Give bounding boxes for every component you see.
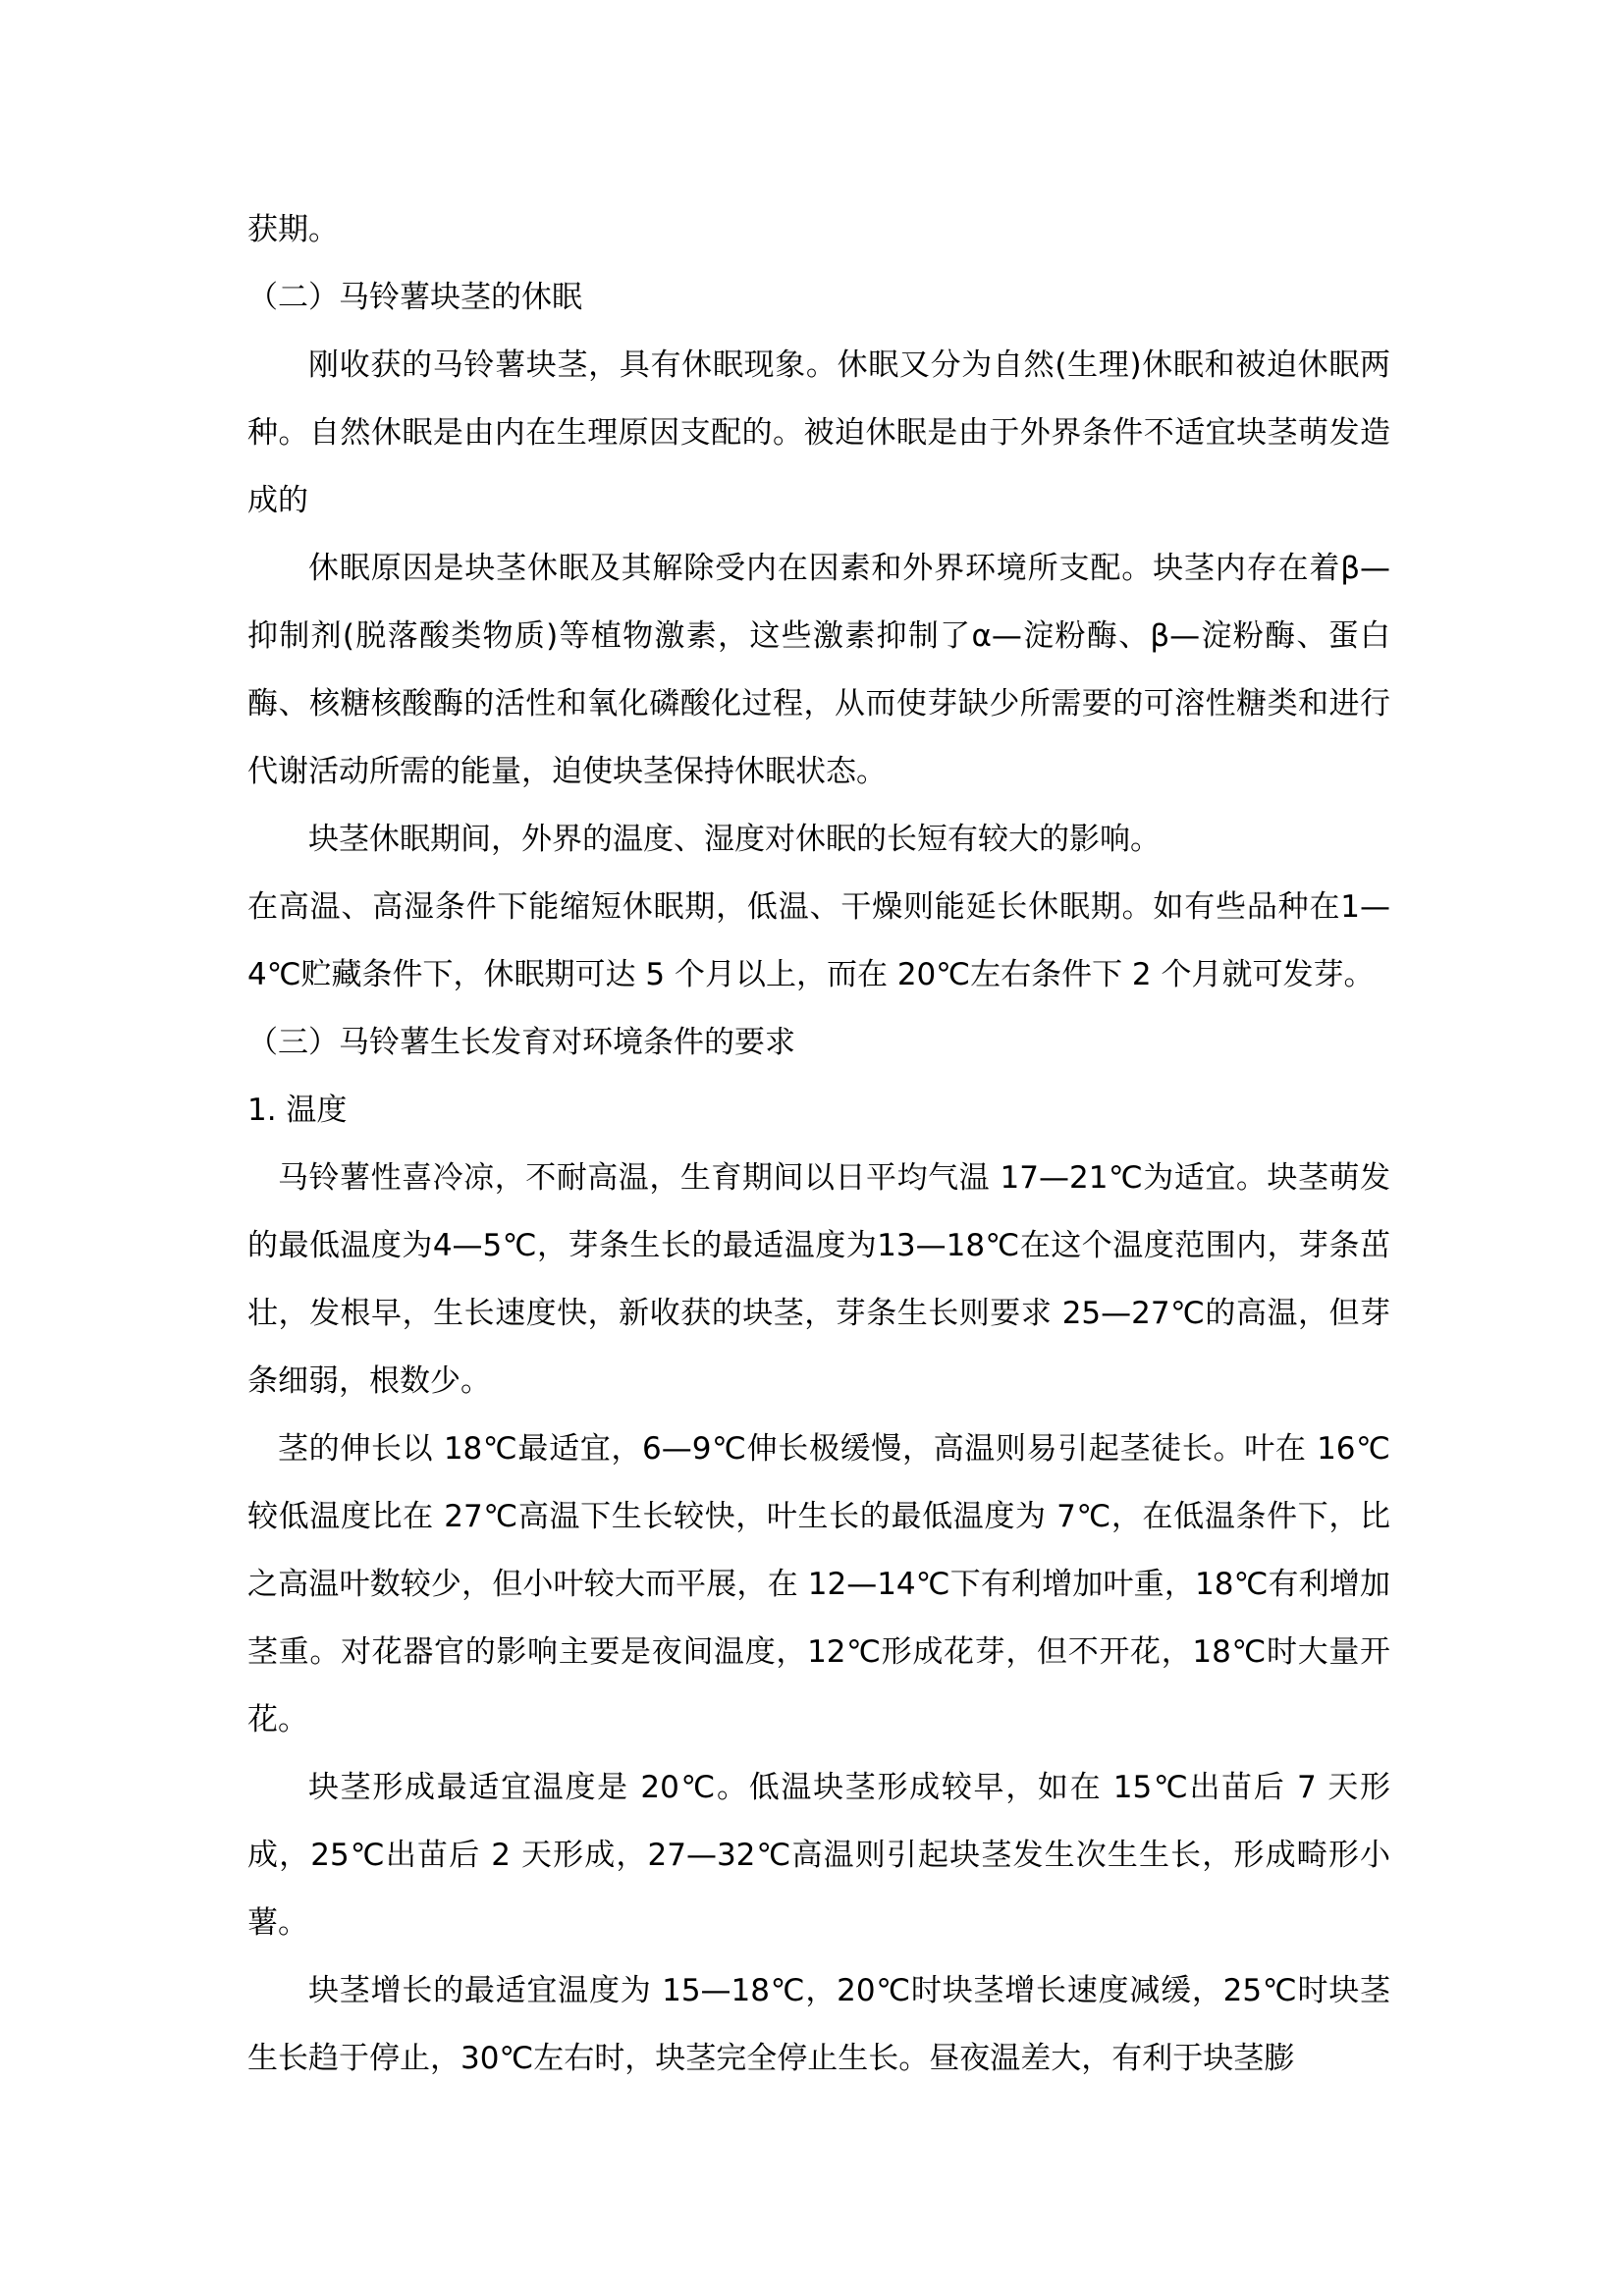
paragraph-dormancy-temperature: 在高温、高湿条件下能缩短休眠期，低温、干燥则能延长休眠期。如有些品种在1—4℃贮藏条件下，休眠期可达 5 个月以上，而在 20℃左右条件下 2 个月就可发芽。: [247, 889, 1390, 992]
paragraph-dormancy-types: 刚收获的马铃薯块茎，具有休眠现象。休眠又分为自然(生理)休眠和被迫休眠两种。自然休眠是由内在生理原因支配的。被迫休眠是由于外界条件不适宜块茎萌发造成的: [247, 347, 1390, 518]
paragraph-stem-leaf-temperature: 茎的伸长以 18℃最适宜，6—9℃伸长极缓慢，高温则易引起茎徒长。叶在 16℃较低温度比在 27℃高温下生长较快，叶生长的最低温度为 7℃，在低温条件下，比之高温叶数较少，但小叶较大而平展，在 12—14℃下有利增加叶重，18℃有利增加茎重。对花器官的影响主要是夜间温度，12℃形成花芽，但不开花，18℃时大量开花。: [247, 1431, 1390, 1737]
paragraph-harvest-period-end: 获期。: [247, 212, 339, 247]
paragraph-tuber-formation: 块茎形成最适宜温度是 20℃。低温块茎形成较早，如在 15℃出苗后 7 天形成，25℃出苗后 2 天形成，27—32℃高温则引起块茎发生次生生长，形成畸形小薯。: [247, 1770, 1390, 1941]
paragraph-temperature-sprouting: 马铃薯性喜冷凉，不耐高温，生育期间以日平均气温 17—21℃为适宜。块茎萌发的最低温度为4—5℃，芽条生长的最适温度为13—18℃在这个温度范围内，芽条茁壮，发根早，生长速度快，新收获的块茎，芽条生长则要求 25—27℃的高温，但芽条细弱，根数少。: [247, 1160, 1390, 1399]
document-page: [247, 196, 1390, 2093]
paragraph-dormancy-causes: 休眠原因是块茎休眠及其解除受内在因素和外界环境所支配。块茎内存在着β—抑制剂(脱落酸类物质)等植物激素，这些激素抑制了α—淀粉酶、β—淀粉酶、蛋白酶、核糖核酸酶的活性和氧化磷酸化过程，从而使芽缺少所需要的可溶性糖类和进行代谢活动所需的能量，迫使块茎保持休眠状态。: [247, 551, 1390, 789]
section-heading-environment-requirements: （三）马铃薯生长发育对环境条件的要求: [247, 1025, 795, 1060]
paragraph-dormancy-environment: 块茎休眠期间，外界的温度、湿度对休眠的长短有较大的影响。: [308, 822, 1161, 857]
section-heading-dormancy: （二）马铃薯块茎的休眠: [247, 280, 582, 315]
paragraph-tuber-growth: 块茎增长的最适宜温度为 15—18℃，20℃时块茎增长速度减缓，25℃时块茎生长趋于停止，30℃左右时，块茎完全停止生长。昼夜温差大，有利于块茎膨: [247, 1973, 1390, 2076]
subheading-temperature: 1. 温度: [247, 1093, 348, 1128]
